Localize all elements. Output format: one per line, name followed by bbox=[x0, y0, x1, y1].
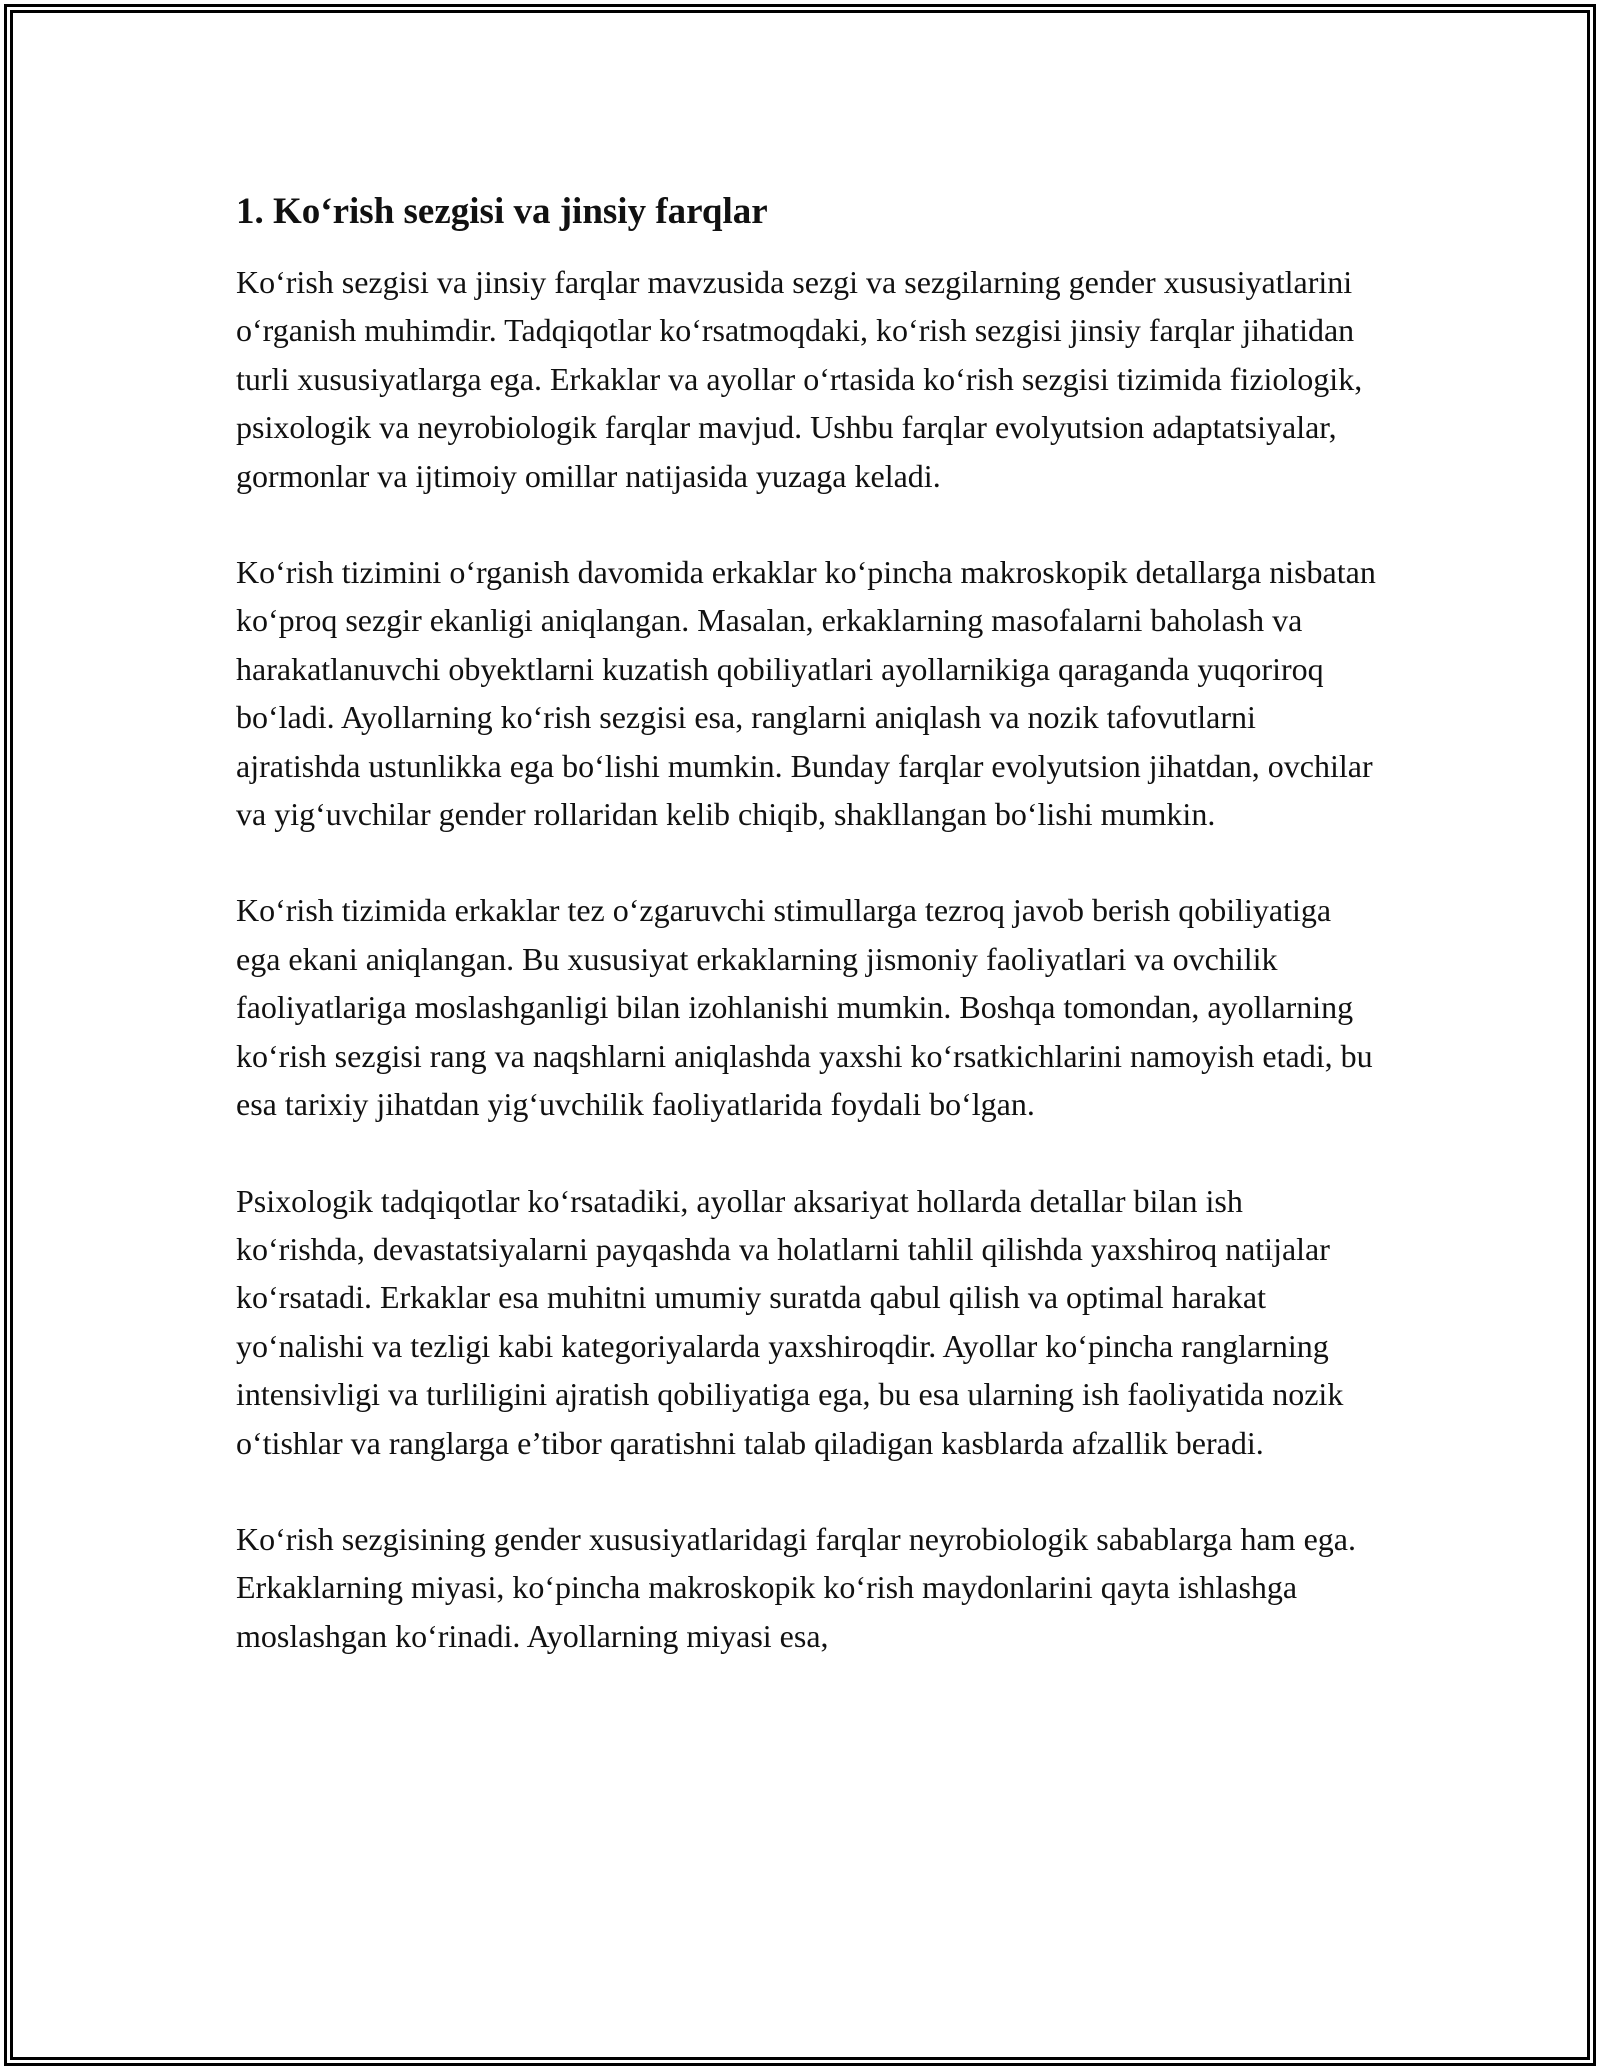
document-body bbox=[236, 186, 1376, 1708]
paragraph-3: Ko‘rish tizimida erkaklar tez o‘zgaruvchi stimullarga tezroq javob berish qobiliyatiga ega ekani aniqlangan. Bu xususiyat erkaklarning jismoniy faoliyatlari va ovchilik faoliyatlariga moslashganligi bilan izohlanishi mumkin. Boshqa tomondan, ayollarning ko‘rish sezgisi rang va naqshlarni aniqlashda yaxshi ko‘rsatkichlarini namoyish etadi, bu esa tarixiy jihatdan yig‘uvchilik faoliyatlarida foydali bo‘lgan. bbox=[236, 892, 1373, 1123]
section-heading: 1. Ko‘rish sezgisi va jinsiy farqlar bbox=[236, 191, 768, 232]
paragraph-4: Psixologik tadqiqotlar ko‘rsatadiki, ayollar aksariyat hollarda detallar bilan ish ko‘rishda, devastatsiyalarni payqashda va holatlarni tahlil qilishda yaxshiroq natijalar ko‘rsatadi. Erkaklar esa muhitni umumiy suratda qabul qilish va optimal harakat yo‘nalishi va tezligi kabi kategoriyalarda yaxshiroqdir. Ayollar ko‘pincha ranglarning intensivligi va turliligini ajratish qobiliyatiga ega, bu esa ularning ish faoliyatida nozik o‘tishlar va ranglarga e’tibor qaratishni talab qiladigan kasblarda afzallik beradi. bbox=[236, 1182, 1344, 1461]
paragraph-5: Ko‘rish sezgisining gender xususiyatlaridagi farqlar neyrobiologik sabablarga ham ega. Erkaklarning miyasi, ko‘pincha makroskopik ko‘rish maydonlarini qayta ishlashga moslashgan ko‘rinadi. Ayollarning miyasi esa, bbox=[236, 1520, 1356, 1654]
paragraph-1: Ko‘rish sezgisi va jinsiy farqlar mavzusida sezgi va sezgilarning gender xususiyatlarini o‘rganish muhimdir. Tadqiqotlar ko‘rsatmoqdaki, ko‘rish sezgisi jinsiy farqlar jihatidan turli xususiyatlarga ega. Erkaklar va ayollar o‘rtasida ko‘rish sezgisi tizimida fiziologik, psixologik va neyrobiologik farqlar mavjud. Ushbu farqlar evolyutsion adaptatsiyalar, gormonlar va ijtimoiy omillar natijasida yuzaga keladi. bbox=[236, 264, 1363, 494]
paragraph-2: Ko‘rish tizimini o‘rganish davomida erkaklar ko‘pincha makroskopik detallarga nisbatan ko‘proq sezgir ekanligi aniqlangan. Masalan, erkaklarning masofalarni baholash va harakatlanuvchi obyektlarni kuzatish qobiliyatlari ayollarnikiga qaraganda yuqoriroq bo‘ladi. Ayollarning ko‘rish sezgisi esa, ranglarni aniqlash va nozik tafovutlarni ajratishda ustunlikka ega bo‘lishi mumkin. Bunday farqlar evolyutsion jihatdan, ovchilar va yig‘uvchilar gender rollaridan kelib chiqib, shakllangan bo‘lishi mumkin. bbox=[236, 554, 1376, 833]
